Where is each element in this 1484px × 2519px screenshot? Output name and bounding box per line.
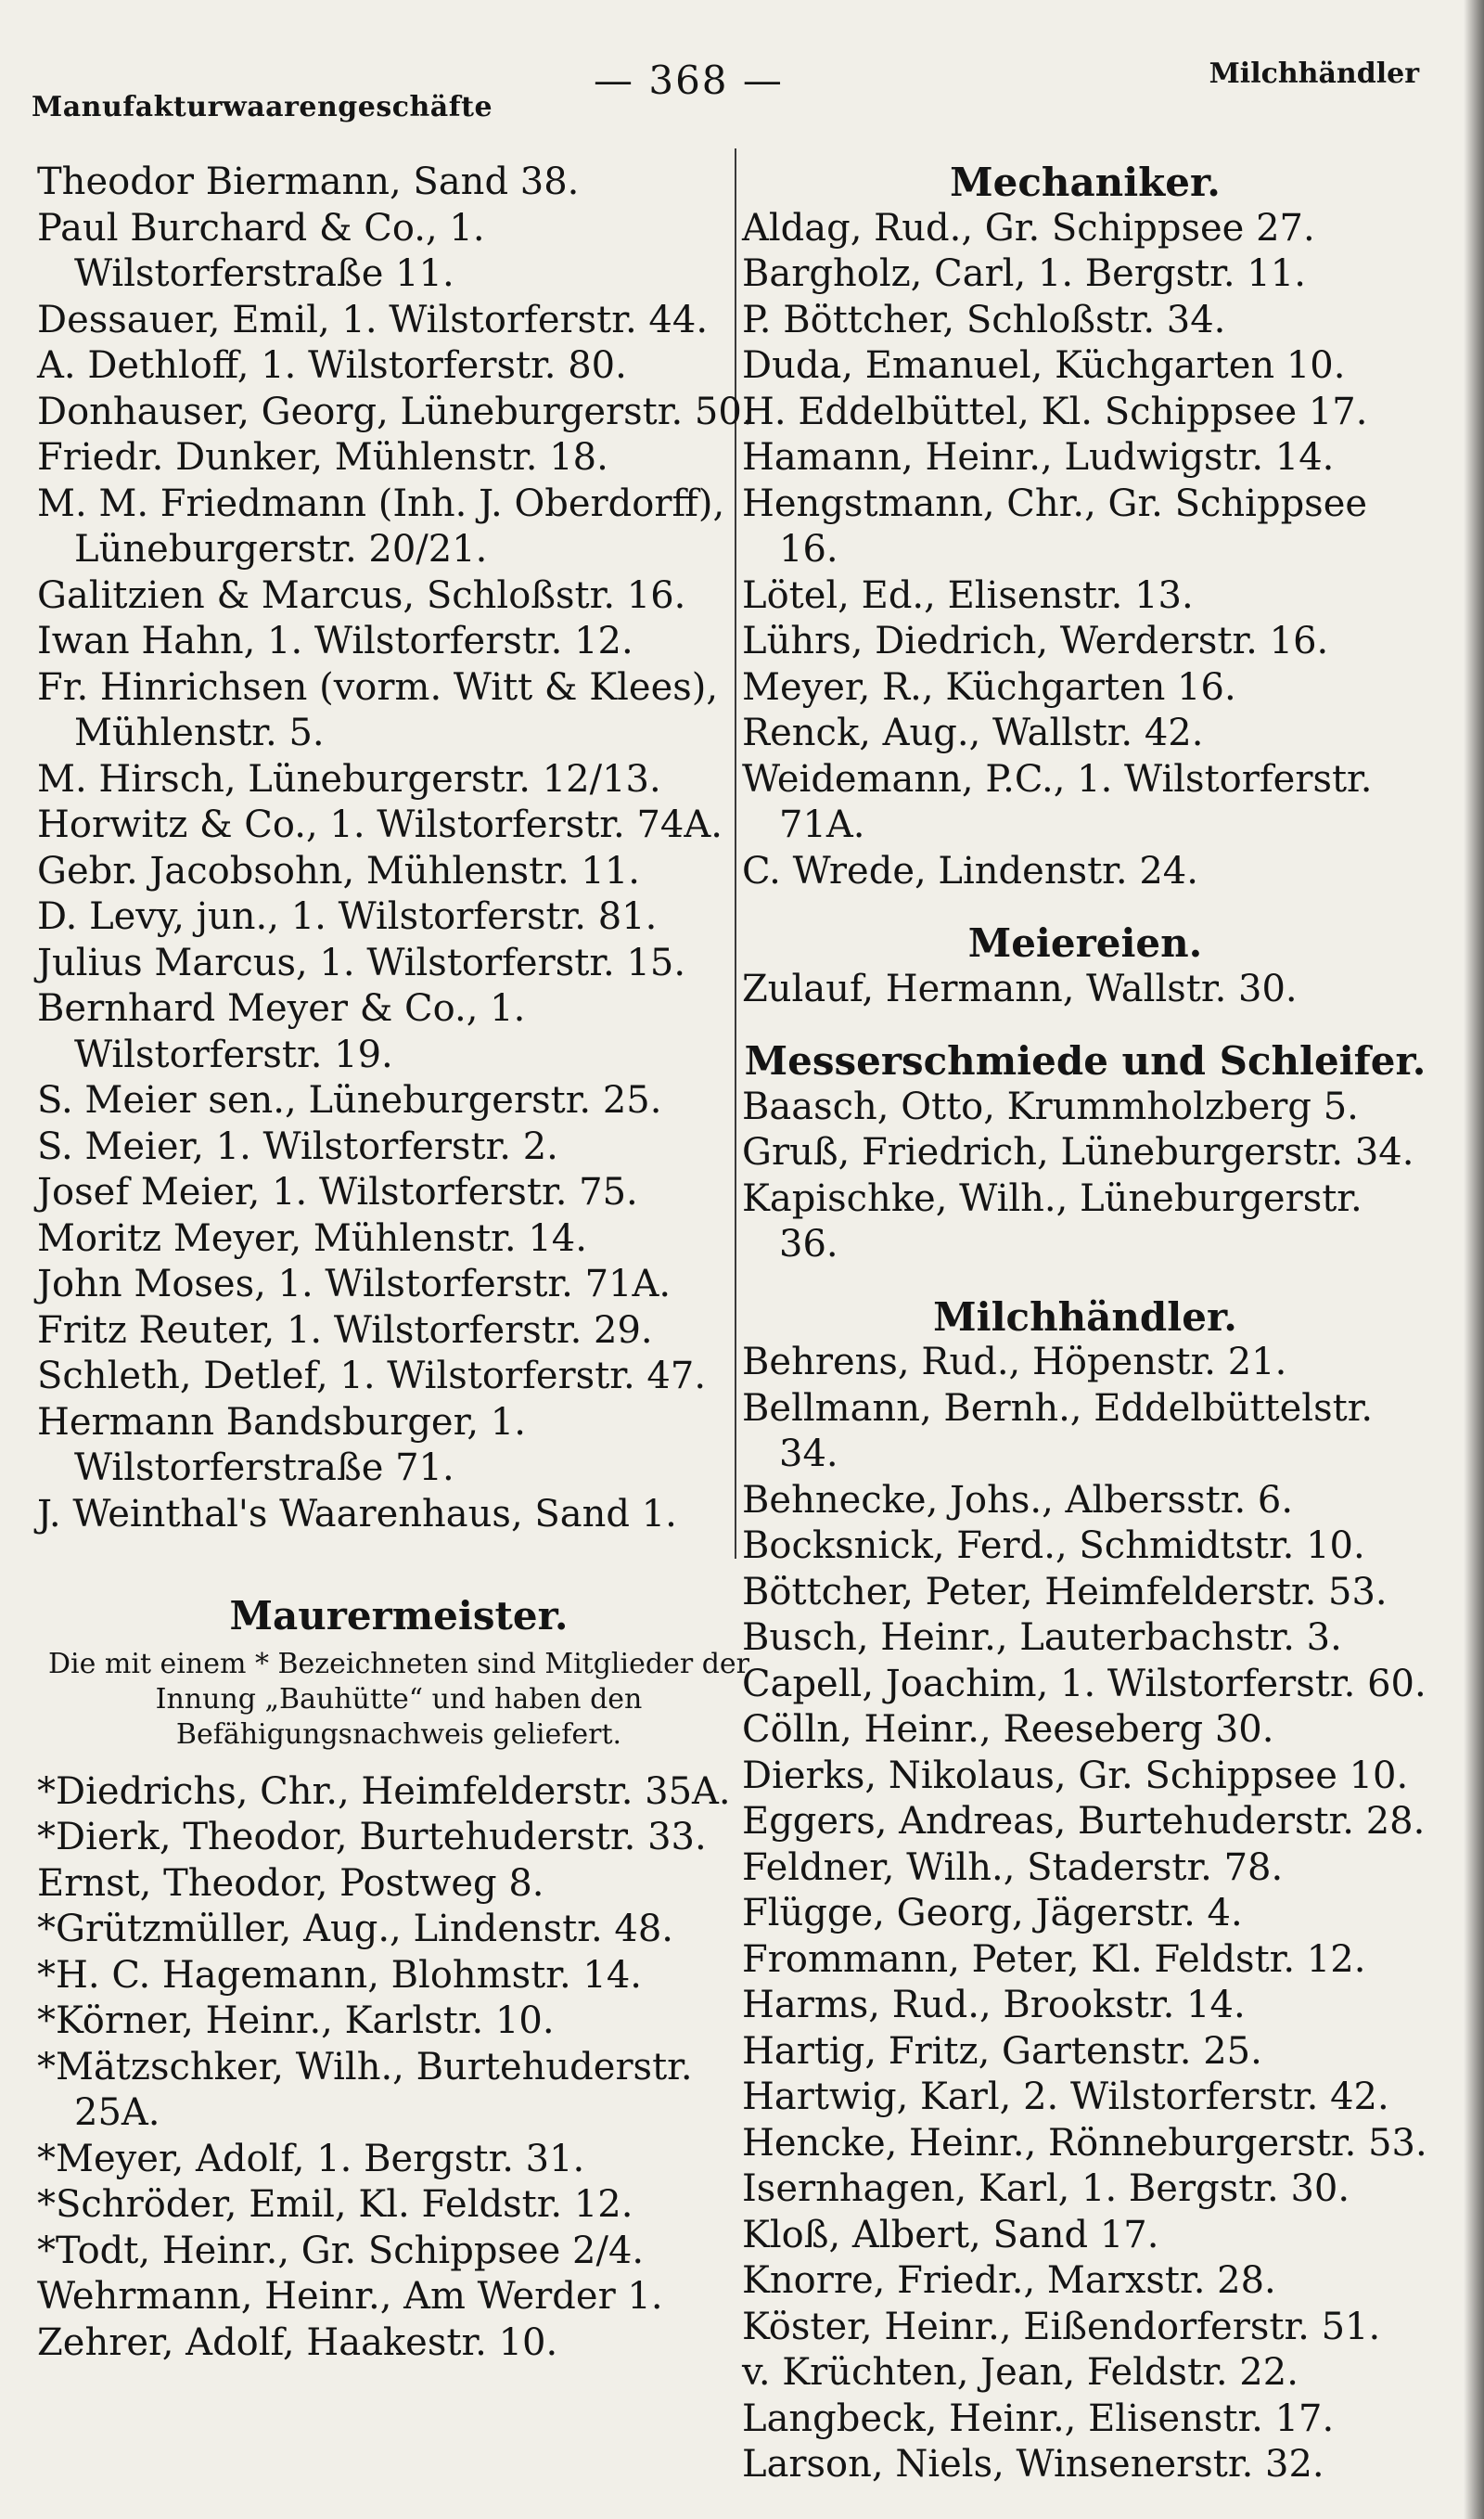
- list-item: Knorre, Friedr., Marxstr. 28.: [742, 2259, 1276, 2302]
- list-item: *Dierk, Theodor, Burtehuderstr. 33.: [37, 1816, 707, 1858]
- list-item: Bargholz, Carl, 1. Bergstr. 11.: [742, 252, 1306, 295]
- list-item: Wehrmann, Heinr., Am Werder 1.: [37, 2275, 663, 2318]
- list-item: *Grützmüller, Aug., Lindenstr. 48.: [37, 1908, 674, 1950]
- list-item: Eggers, Andreas, Burtehuderstr. 28.: [742, 1800, 1426, 1843]
- list-item: Horwitz & Co., 1. Wilstorferstr. 74A.: [37, 803, 723, 846]
- meiereien-section: [742, 920, 1428, 1012]
- running-head-left: Manufakturwaarengeschäfte: [32, 91, 493, 123]
- list-item: Donhauser, Georg, Lüneburgerstr. 50.: [37, 390, 754, 433]
- section-heading: Meiereien.: [967, 920, 1203, 966]
- milchhaendler-section: [742, 1294, 1428, 2488]
- list-item: Hartig, Fritz, Gartenstr. 25.: [742, 2029, 1262, 2073]
- list-item: *Diedrichs, Chr., Heimfelderstr. 35A.: [37, 1769, 731, 1813]
- list-item: Fr. Hinrichsen (vorm. Witt & Klees), Mühlenstr. 5.: [37, 665, 730, 754]
- list-item: Galitzien & Marcus, Schloßstr. 16.: [37, 573, 686, 617]
- list-item: Kloß, Albert, Sand 17.: [742, 2213, 1159, 2256]
- list-item: Isernhagen, Karl, 1. Bergstr. 30.: [742, 2167, 1350, 2210]
- list-item: *Meyer, Adolf, 1. Bergstr. 31.: [37, 2137, 585, 2180]
- list-item: Harms, Rud., Brookstr. 14.: [742, 1984, 1246, 2026]
- page-edge-shadow: [1464, 0, 1484, 2519]
- list-item: Capell, Joachim, 1. Wilstorferstr. 60.: [742, 1662, 1426, 1705]
- list-item: Kapischke, Wilh., Lüneburgerstr. 36.: [742, 1176, 1375, 1266]
- list-item: Feldner, Wilh., Staderstr. 78.: [742, 1845, 1284, 1889]
- list-item: Meyer, R., Küchgarten 16.: [742, 665, 1236, 709]
- section-gap: [37, 1537, 761, 1593]
- list-item: Renck, Aug., Wallstr. 42.: [742, 712, 1204, 754]
- list-item: Hamann, Heinr., Ludwigstr. 14.: [742, 436, 1335, 479]
- section-gap: [742, 1268, 1428, 1294]
- list-item: Gebr. Jacobsohn, Mühlenstr. 11.: [37, 849, 640, 893]
- list-item: P. Böttcher, Schloßstr. 34.: [742, 298, 1226, 341]
- section-heading: Maurermeister.: [229, 1593, 569, 1639]
- manufaktur-list: [37, 160, 761, 1537]
- list-item: Moritz Meyer, Mühlenstr. 14.: [37, 1216, 587, 1260]
- list-item: J. Weinthal's Waarenhaus, Sand 1.: [37, 1492, 677, 1536]
- list-item: H. Eddelbüttel, Kl. Schippsee 17.: [742, 390, 1368, 433]
- messerschmiede-section: [742, 1038, 1428, 1268]
- list-item: Josef Meier, 1. Wilstorferstr. 75.: [37, 1171, 638, 1214]
- list-item: Theodor Biermann, Sand 38.: [37, 161, 580, 203]
- right-column: [742, 160, 1428, 2488]
- list-item: Bocksnick, Ferd., Schmidtstr. 10.: [742, 1524, 1365, 1567]
- list-item: Aldag, Rud., Gr. Schippsee 27.: [742, 206, 1315, 250]
- list-item: Bellmann, Bernh., Eddelbüttelstr. 34.: [742, 1386, 1385, 1475]
- list-item: Dierks, Nikolaus, Gr. Schippsee 10.: [742, 1754, 1409, 1797]
- list-item: *H. C. Hagemann, Blohmstr. 14.: [37, 1953, 642, 1997]
- list-item: Lötel, Ed., Elisenstr. 13.: [742, 573, 1194, 617]
- list-item: Hartwig, Karl, 2. Wilstorferstr. 42.: [742, 2076, 1389, 2118]
- list-item: Zehrer, Adolf, Haakestr. 10.: [37, 2320, 558, 2364]
- list-item: C. Wrede, Lindenstr. 24.: [742, 849, 1198, 893]
- list-item: Behnecke, Johs., Albersstr. 6.: [742, 1478, 1294, 1522]
- list-item: Zulauf, Hermann, Wallstr. 30.: [742, 967, 1298, 1010]
- list-item: Langbeck, Heinr., Elisenstr. 17.: [742, 2397, 1335, 2440]
- list-item: *Todt, Heinr., Gr. Schippsee 2/4.: [37, 2229, 645, 2272]
- section-gap: [742, 894, 1428, 920]
- list-item: Schleth, Detlef, 1. Wilstorferstr. 47.: [37, 1355, 707, 1397]
- list-item: Hermann Bandsburger, 1. Wilstorferstraße 71.: [37, 1400, 538, 1489]
- section-heading: Milchhändler.: [933, 1293, 1237, 1340]
- list-item: Frommann, Peter, Kl. Feldstr. 12.: [742, 1937, 1366, 1981]
- list-item: S. Meier, 1. Wilstorferstr. 2.: [37, 1125, 558, 1168]
- section-gap: [742, 1012, 1428, 1038]
- section-heading: Messerschmiede und Schleifer.: [744, 1038, 1426, 1084]
- list-item: M. Hirsch, Lüneburgerstr. 12/13.: [37, 757, 661, 801]
- list-item: S. Meier sen., Lüneburgerstr. 25.: [37, 1079, 662, 1122]
- list-item: Ernst, Theodor, Postweg 8.: [37, 1861, 544, 1905]
- list-item: *Schröder, Emil, Kl. Feldstr. 12.: [37, 2183, 633, 2226]
- list-item: Hengstmann, Chr., Gr. Schippsee 16.: [742, 482, 1379, 571]
- mechaniker-section: [742, 160, 1428, 894]
- list-item: Behrens, Rud., Höpenstr. 21.: [742, 1341, 1287, 1383]
- list-item: Iwan Hahn, 1. Wilstorferstr. 12.: [37, 620, 633, 662]
- list-item: Köster, Heinr., Eißendorferstr. 51.: [742, 2305, 1381, 2348]
- list-item: M. M. Friedmann (Inh. J. Oberdorff), Lüneburgerstr. 20/21.: [37, 482, 736, 571]
- list-item: D. Levy, jun., 1. Wilstorferstr. 81.: [37, 895, 658, 938]
- list-item: Bernhard Meyer & Co., 1. Wilstorferstr. 19.: [37, 987, 538, 1076]
- list-item: Duda, Emanuel, Küchgarten 10.: [742, 344, 1346, 387]
- left-column: [37, 160, 761, 2366]
- list-item: Fritz Reuter, 1. Wilstorferstr. 29.: [37, 1308, 653, 1352]
- list-item: Busch, Heinr., Lauterbachstr. 3.: [742, 1616, 1342, 1659]
- list-item: Dessauer, Emil, 1. Wilstorferstr. 44.: [37, 298, 709, 341]
- list-item: Friedr. Dunker, Mühlenstr. 18.: [37, 436, 608, 479]
- list-item: A. Dethloff, 1. Wilstorferstr. 80.: [37, 344, 627, 387]
- list-item: Larson, Niels, Winsenerstr. 32.: [742, 2443, 1324, 2486]
- list-item: Weidemann, P.C., 1. Wilstorferstr. 71A.: [742, 757, 1385, 846]
- list-item: *Körner, Heinr., Karlstr. 10.: [37, 1999, 555, 2042]
- maurer-section: [37, 1593, 761, 2366]
- list-item: Julius Marcus, 1. Wilstorferstr. 15.: [37, 941, 686, 984]
- section-heading: Mechaniker.: [950, 160, 1221, 205]
- list-item: Hencke, Heinr., Rönneburgerstr. 53.: [742, 2121, 1427, 2165]
- page-number: — 368 —: [594, 58, 784, 103]
- list-item: Flügge, Georg, Jägerstr. 4.: [742, 1892, 1243, 1934]
- list-item: Böttcher, Peter, Heimfelderstr. 53.: [742, 1570, 1388, 1613]
- list-item: John Moses, 1. Wilstorferstr. 71A.: [37, 1263, 672, 1305]
- section-note: Die mit einem * Bezeichneten sind Mitglieder der Innung „Bauhütte“ und haben den Befähigungsnachweis geliefert.: [47, 1647, 750, 1751]
- list-item: Cölln, Heinr., Reeseberg 30.: [742, 1708, 1274, 1751]
- running-head-right: Milchhändler: [1209, 58, 1419, 90]
- list-item: Baasch, Otto, Krummholzberg 5.: [742, 1085, 1359, 1128]
- list-item: Gruß, Friedrich, Lüneburgerstr. 34.: [742, 1131, 1414, 1174]
- list-item: *Mätzschker, Wilh., Burtehuderstr. 25A.: [37, 2045, 705, 2134]
- list-item: Paul Burchard & Co., 1. Wilstorferstraße 11.: [37, 206, 497, 295]
- list-item: v. Krüchten, Jean, Feldstr. 22.: [742, 2351, 1298, 2394]
- list-item: Lührs, Diedrich, Werderstr. 16.: [742, 620, 1329, 662]
